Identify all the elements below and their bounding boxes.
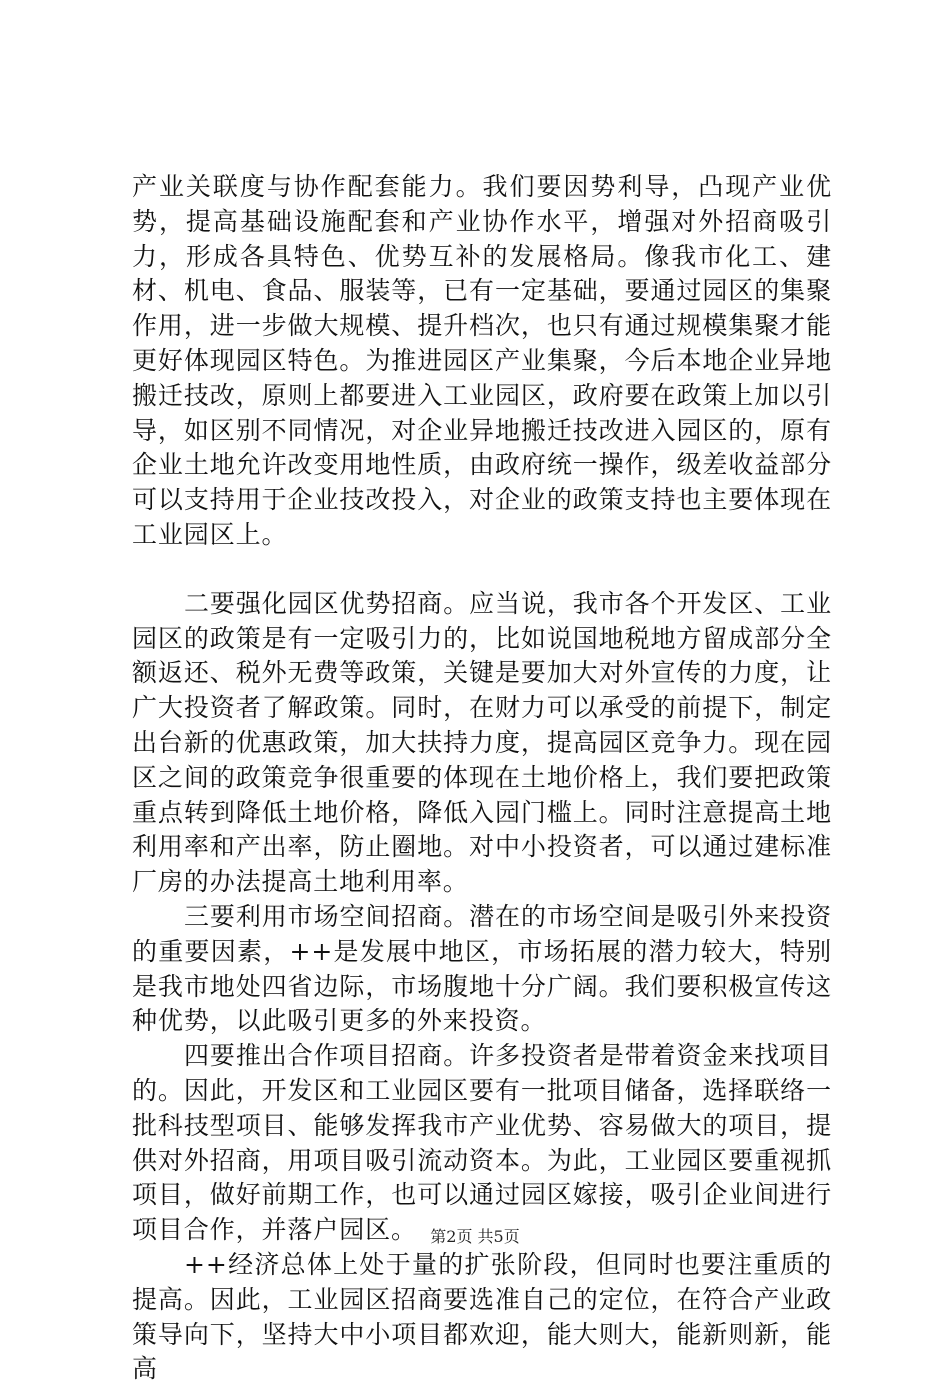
paragraph-advantage-investment: 二要强化园区优势招商。应当说，我市各个开发区、工业园区的政策是有一定吸引力的，比如说国地税地方留成部分全额返还、税外无费等政策，关键是要加大对外宣传的力度，让广大投资者了解政策。同时，在财力可以承受的前提下，制定出台新的优惠政策，加大扶持力度，提高园区竞争力。现在园区之间的政策竞争很重要的体现在土地价格上，我们要把政策重点转到降低土地价格，降低入园门槛上。同时注意提高土地利用率和产出率，防止圈地。对中小投资者，可以通过建标准厂房的办法提高土地利用率。 bbox=[132, 588, 832, 897]
paragraph-economy-growth: ++经济总体上处于量的扩张阶段，但同时也要注重质的提高。因此，工业园区招商要选准自己的定位，在符合产业政策导向下，坚持大中小项目都欢迎，能大则大，能新则新，能高 bbox=[132, 1249, 832, 1384]
paragraph-market-space: 三要利用市场空间招商。潜在的市场空间是吸引外来投资的重要因素，++是发展中地区，市场拓展的潜力较大，特别是我市地处四省边际，市场腹地十分广阔。我们要积极宣传这种优势，以此吸引更多的外来投资。 bbox=[132, 901, 832, 1036]
body-text bbox=[132, 170, 832, 1387]
paragraph-cooperation-projects: 四要推出合作项目招商。许多投资者是带着资金来找项目的。因此，开发区和工业园区要有一批项目储备，选择联络一批科技型项目、能够发挥我市产业优势、容易做大的项目，提供对外招商，用项目吸引流动资本。为此，工业园区要重视抓项目，做好前期工作，也可以通过园区嫁接，吸引企业间进行项目合作，并落户园区。 bbox=[132, 1041, 832, 1245]
paragraph-gap bbox=[132, 553, 832, 587]
page-number: 第2页 共5页 bbox=[430, 1227, 520, 1246]
paragraph-industry-cluster: 产业关联度与协作配套能力。我们要因势利导，凸现产业优势，提高基础设施配套和产业协作水平，增强对外招商吸引力，形成各具特色、优势互补的发展格局。像我市化工、建材、机电、食品、服装等，已有一定基础，要通过园区的集聚作用，进一步做大规模、提升档次，也只有通过规模集聚才能更好体现园区特色。为推进园区产业集聚，今后本地企业异地搬迁技改，原则上都要进入工业园区，政府要在政策上加以引导，如区别不同情况，对企业异地搬迁技改进入园区的，原有企业土地允许改变用地性质，由政府统一操作，级差收益部分可以支持用于企业技改投入，对企业的政策支持也主要体现在工业园区上。 bbox=[132, 172, 832, 549]
